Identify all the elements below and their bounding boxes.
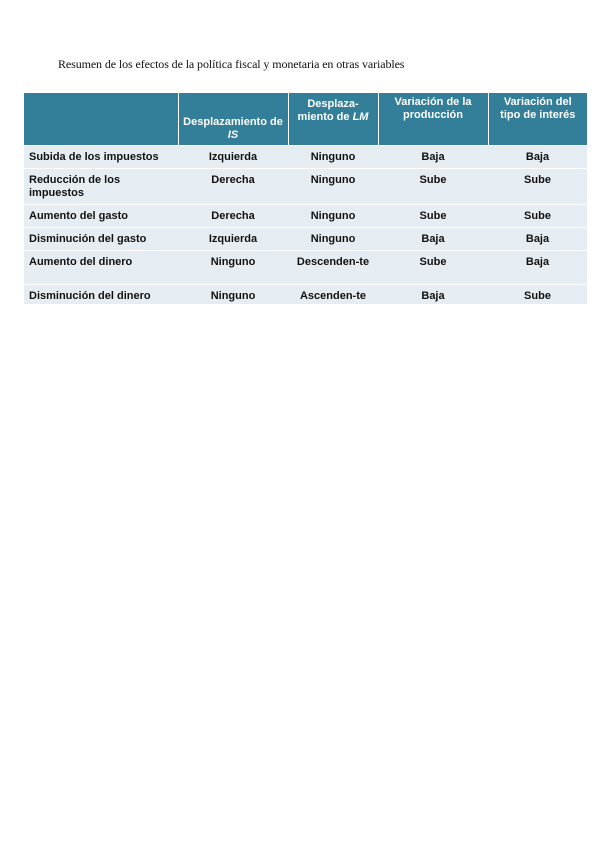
row-label: Disminución del dinero: [29, 289, 151, 302]
cell-output: Baja: [421, 232, 445, 245]
cell-rate: Sube: [524, 173, 551, 186]
cell-output: Baja: [421, 289, 445, 302]
row-label: Reducción de los impuestos: [29, 173, 121, 199]
header-lm-text: Desplaza-miento de: [297, 98, 359, 123]
row-label: Subida de los impuestos: [29, 150, 159, 163]
cell-rate: Baja: [525, 255, 550, 268]
cell-lm: Ninguno: [310, 209, 356, 222]
document-caption: Resumen de los efectos de la política fiscal y monetaria en otras variables: [58, 57, 405, 71]
table-row: [24, 284, 587, 316]
row-label: Aumento del gasto: [29, 209, 129, 222]
cell-is: Izquierda: [208, 232, 258, 245]
cell-rate: Baja: [525, 150, 550, 163]
row-label: Disminución del gasto: [29, 232, 147, 245]
cell-lm: Ninguno: [310, 173, 356, 186]
table-row: [24, 145, 587, 168]
header-interest-rate-change: Variación del tipo de interés: [488, 93, 587, 145]
cell-lm: Ascenden-te: [299, 289, 367, 302]
header-is-text: Desplazamiento de: [183, 115, 283, 128]
cell-is: Ninguno: [210, 255, 256, 268]
cell-output: Sube: [419, 173, 447, 186]
row-label: Aumento del dinero: [29, 255, 133, 268]
cell-is: Derecha: [211, 209, 255, 222]
cell-output: Baja: [421, 150, 445, 163]
cell-lm: Ninguno: [310, 232, 356, 245]
effects-table: [24, 90, 587, 316]
cell-is: Izquierda: [208, 150, 258, 163]
effects-table-container: [24, 90, 587, 304]
table-row: [24, 227, 587, 250]
table-row: [24, 250, 587, 284]
cell-is: Derecha: [211, 173, 255, 186]
cell-output: Sube: [419, 209, 447, 222]
header-lm-em: LM: [352, 111, 369, 123]
cell-is: Ninguno: [210, 289, 256, 302]
table-row: [24, 168, 587, 204]
cell-output: Sube: [419, 255, 447, 268]
cell-lm: Descenden-te: [296, 255, 370, 268]
cell-lm: Ninguno: [310, 150, 356, 163]
table-header-row: [24, 93, 587, 145]
cell-rate: Sube: [524, 289, 551, 302]
header-is-shift: [178, 93, 288, 145]
header-empty: [24, 93, 178, 145]
header-lm-shift: [288, 93, 378, 145]
cell-rate: Sube: [524, 209, 551, 222]
header-is-em: IS: [227, 128, 239, 141]
cell-rate: Baja: [525, 232, 550, 245]
table-row: [24, 204, 587, 227]
header-output-change: Variación de la producción: [378, 93, 488, 145]
